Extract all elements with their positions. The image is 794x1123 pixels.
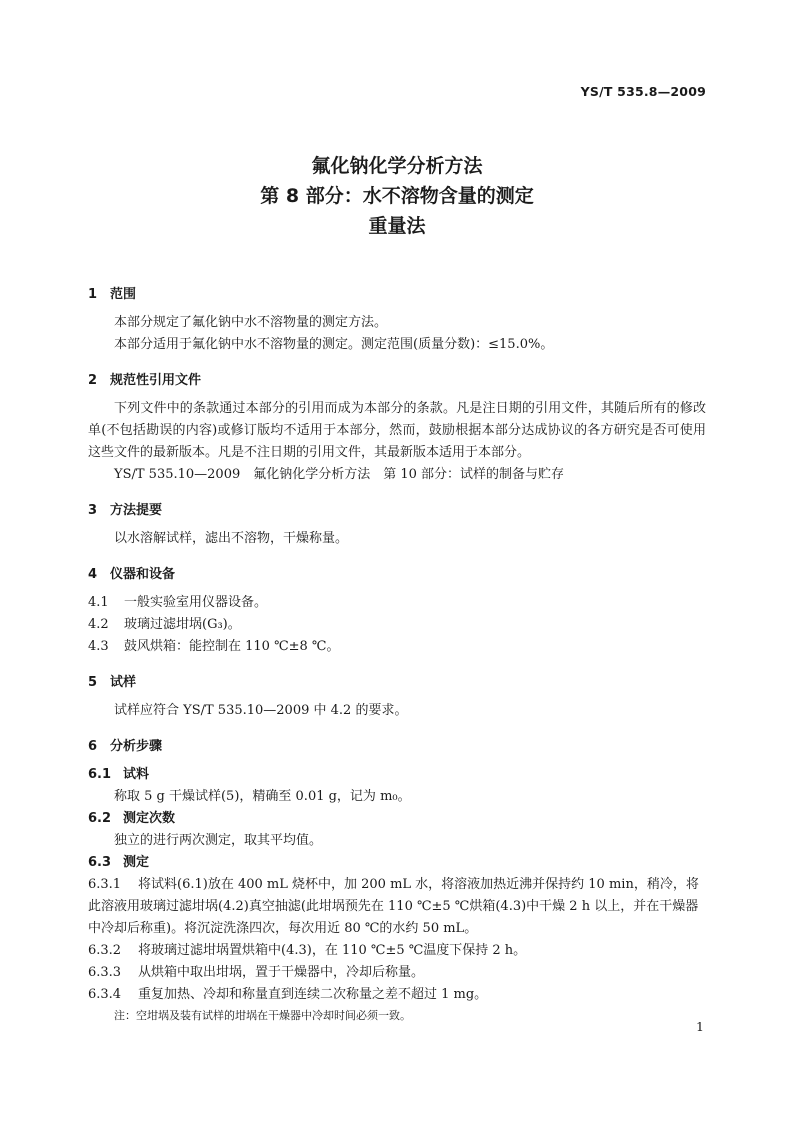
list-item: 4.3 鼓风烘箱：能控制在 110 ℃±8 ℃。 (88, 639, 340, 654)
paragraph: 下列文件中的条款通过本部分的引用而成为本部分的条款。凡是注日期的引用文件，其随后所有的修改单(不包括勘误的内容)或修订版均不适用于本部分，然而，鼓励根据本部分达成协议的各方研究是否可使用这些文件的最新版本。凡是不注日期的引用文件，其最新版本适用于本部分。 (88, 401, 706, 460)
document-title (0, 151, 794, 241)
normative-reference: YS/T 535.10—2009 氟化钠化学分析方法 第 10 部分：试样的制备与贮存 (114, 467, 565, 482)
paragraph: 本部分规定了氟化钠中水不溶物量的测定方法。 (114, 315, 388, 330)
list-item: 4.2 玻璃过滤坩埚(G₃)。 (88, 617, 241, 632)
section-heading-6: 6 分析步骤 (88, 739, 163, 754)
list-item: 6.3.4 重复加热、冷却和称量直到连续二次称量之差不超过 1 mg。 (88, 987, 488, 1002)
title-line-2: 第 8 部分：水不溶物含量的测定 (260, 185, 534, 207)
section-heading-4: 4 仪器和设备 (88, 567, 176, 582)
title-line-1: 氟化钠化学分析方法 (311, 155, 483, 177)
list-item: 6.3.2 将玻璃过滤坩埚置烘箱中(4.3)，在 110 ℃±5 ℃温度下保持 2 h。 (88, 943, 527, 958)
document-body (88, 284, 706, 1026)
title-line-3: 重量法 (368, 215, 426, 237)
section-heading-1: 1 范围 (88, 287, 137, 302)
paragraph: 本部分适用于氟化钠中水不溶物量的测定。测定范围(质量分数)：≤15.0%。 (114, 337, 554, 352)
list-item: 6.3.3 从烘箱中取出坩埚，置于干燥器中，冷却后称量。 (88, 965, 425, 980)
section-heading-2: 2 规范性引用文件 (88, 373, 202, 388)
paragraph: 独立的进行两次测定，取其平均值。 (114, 833, 323, 848)
page-number: 1 (696, 1019, 704, 1034)
paragraph: 试样应符合 YS/T 535.10—2009 中 4.2 的要求。 (114, 703, 408, 718)
subsection-heading-6-3: 6.3 测定 (88, 855, 150, 870)
note: 注：空坩埚及装有试样的坩埚在干燥器中冷却时间必须一致。 (114, 1009, 411, 1022)
list-item: 6.3.1 将试料(6.1)放在 400 mL 烧杯中，加 200 mL 水，将溶液加热近沸并保持约 10 min，稍冷，将此溶液用玻璃过滤坩埚(4.2)真空抽滤(此坩埚预先在 110 ℃±5 ℃烘箱(4.3)中干燥 2 h 以上，并在干燥器中冷却后称重)。将沉淀洗涤四次，每次用近 80 ℃的水约 50 mL。 (88, 877, 699, 936)
paragraph: 以水溶解试样，滤出不溶物，干燥称量。 (114, 531, 349, 546)
subsection-heading-6-1: 6.1 试料 (88, 767, 150, 782)
subsection-heading-6-2: 6.2 测定次数 (88, 811, 176, 826)
paragraph: 称取 5 g 干燥试样(5)，精确至 0.01 g，记为 m₀。 (114, 789, 411, 804)
list-item: 4.1 一般实验室用仪器设备。 (88, 595, 268, 610)
standard-code: YS/T 535.8—2009 (580, 84, 706, 99)
section-heading-3: 3 方法提要 (88, 503, 163, 518)
section-heading-5: 5 试样 (88, 675, 137, 690)
